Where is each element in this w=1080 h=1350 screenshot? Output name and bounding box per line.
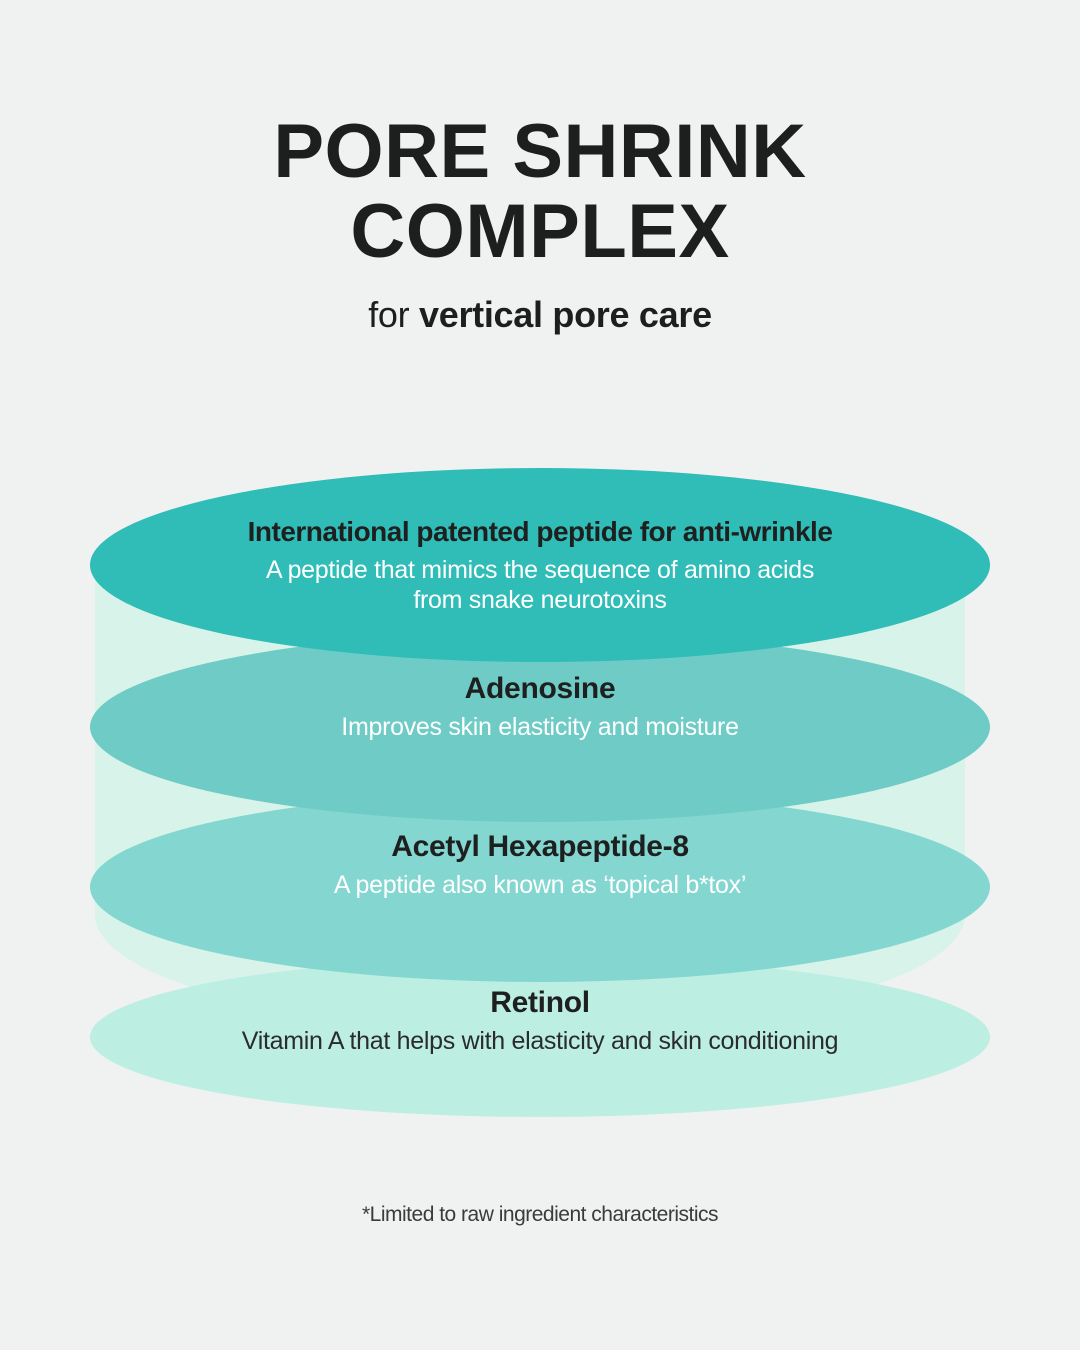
footnote: *Limited to raw ingredient characteristics — [362, 1203, 718, 1226]
layer1-title: International patented peptide for anti-wrinkle — [247, 516, 833, 547]
subtitle-emphasis: vertical pore care — [419, 294, 712, 335]
layer2-description: Improves skin elasticity and moisture — [341, 713, 739, 741]
layer4-description: Vitamin A that helps with elasticity and skin conditioning — [241, 1027, 839, 1055]
subtitle-prefix: for — [368, 294, 420, 335]
layer2-title: Adenosine — [464, 672, 616, 705]
layer1-description: A peptide that mimics the sequence of amino acids from snake neurotoxins — [265, 556, 815, 614]
layer3-description: A peptide also known as ‘topical b*tox’ — [333, 871, 747, 899]
page-title-line2: COMPLEX — [350, 189, 730, 274]
page-title-line1: PORE SHRINK — [273, 109, 807, 194]
layer1-disc — [90, 468, 990, 662]
layer4-title: Retinol — [490, 986, 590, 1019]
layer3-title: Acetyl Hexapeptide-8 — [391, 830, 689, 863]
